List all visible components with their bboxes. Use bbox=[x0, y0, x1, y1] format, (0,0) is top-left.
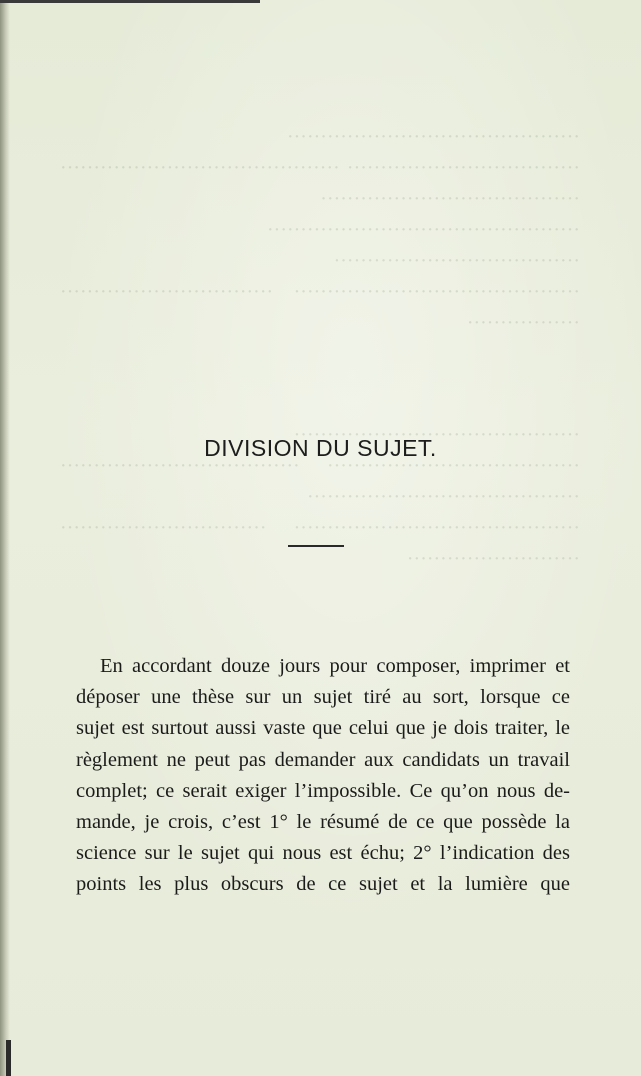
bleed-through-texture: ··········································· ······································ ···································· ········································· ··········································· ······························· ·························· bbox=[60, 424, 580, 570]
paragraph-line: science sur le sujet qui nous est échu; 2° l’indication des bbox=[76, 842, 570, 865]
heading-separator-rule bbox=[288, 545, 344, 547]
paragraph-line: En accordant douze jours pour composer, imprimer et bbox=[100, 655, 570, 677]
paragraph-line: règlement ne peut pas demander aux candidats un travail bbox=[76, 748, 570, 771]
top-edge-line bbox=[0, 0, 260, 3]
bleed-through-texture: ············································ ··································· ·········································· ······································· ··············································· ····································· ··········································· ································ ················· bbox=[60, 126, 580, 334]
paragraph-line: sujet est surtout aussi vaste que celui que je dois traiter, le bbox=[76, 717, 570, 740]
paragraph-line: déposer une thèse sur un sujet tiré au sort, lorsque ce bbox=[76, 686, 570, 709]
page-left-edge bbox=[0, 0, 10, 1076]
section-heading: DIVISION DU SUJET. bbox=[204, 435, 437, 461]
paragraph-line: mande, je crois, c’est 1° le résumé de ce que possède la bbox=[76, 811, 570, 834]
paragraph-line: complet; ce serait exiger l’impossible. Ce qu’on nous de- bbox=[76, 779, 570, 802]
paragraph-line: points les plus obscurs de ce sujet et la lumière que bbox=[76, 873, 570, 896]
binding-mark bbox=[6, 1040, 11, 1076]
body-paragraph bbox=[76, 651, 570, 901]
